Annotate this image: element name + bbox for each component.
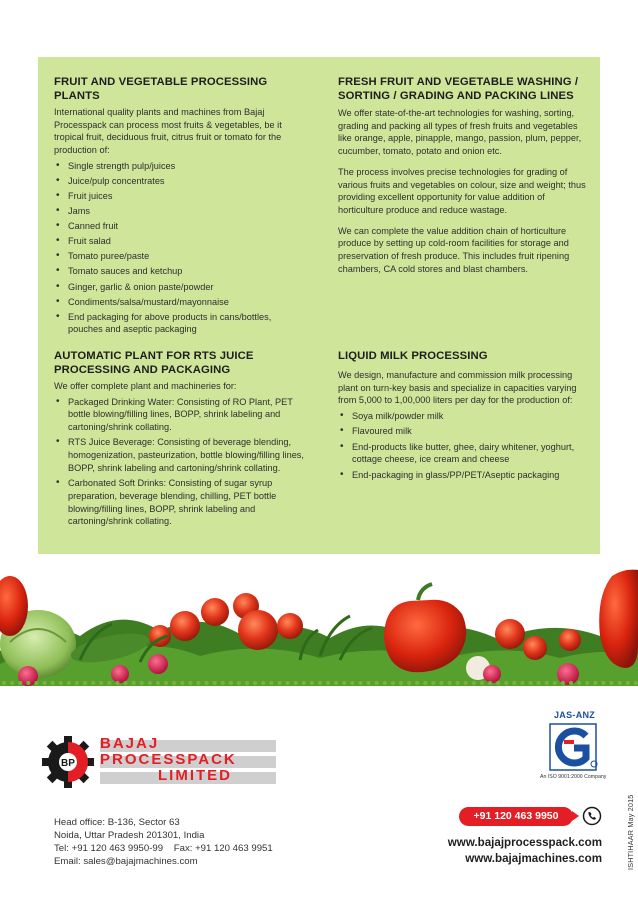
- certification-mark-icon: [536, 722, 610, 774]
- list-item: • Packaged Drinking Water: Consisting of RO Plant, PET bottle blowing/filling lines, BOPP, shrink labeling and cartoning/shrink collating.: [54, 396, 306, 434]
- list-item: • Soya milk/powder milk: [338, 410, 588, 423]
- address-line: Head office: B-136, Sector 63: [54, 817, 180, 828]
- paragraph: We offer state-of-the-art technologies for washing, sorting, grading and packing all types of fresh fruits and vegetables like orange, apple, pinapple, mango, passion, plum, pepper, cucumber, tomato, potato and onion etc.: [338, 108, 582, 157]
- section-washing-sorting: [338, 75, 588, 283]
- section-intro: We offer complete plant and machineries for:: [54, 381, 237, 391]
- list-item: • End packaging for above products in cans/bottles, pouches and aseptic packaging: [54, 311, 306, 336]
- paragraph: We can complete the value addition chain of horticulture produce by setting up cold-room facilities for storage and preservation of fresh produce. This includes fruit ripening chambers, CA cold stores and blast chambers.: [338, 225, 570, 274]
- list-item: • Jams: [54, 205, 306, 218]
- section-title: [338, 75, 588, 103]
- dots-graphic: [0, 679, 638, 687]
- list-item: • Tomato puree/paste: [54, 250, 306, 263]
- website-link-bajajmachines[interactable]: www.bajajmachines.com: [465, 852, 602, 865]
- section-rts-juice: [54, 349, 306, 531]
- vegetables-illustration: [0, 556, 638, 686]
- dotted-divider: [0, 674, 638, 682]
- list-item: • Carbonated Soft Drinks: Consisting of sugar syrup preparation, beverage blending, chilling, PET bottle blowing/filling lines, BOPP, shrink labeling and cartoning/shrink collating.: [54, 477, 306, 528]
- phone-icon-graphic: [582, 806, 602, 826]
- publication-credit-text: ISHTIHAAR May 2015: [626, 794, 635, 870]
- section-title: LIQUID MILK PROCESSING: [338, 350, 488, 362]
- list-item: • Fruit salad: [54, 235, 306, 248]
- jas-anz-label: JAS-ANZ: [554, 710, 596, 720]
- logo-line1: BAJAJ: [100, 735, 160, 752]
- address-line: Tel: +91 120 463 9950-99 Fax: +91 120 463 9951: [54, 843, 273, 854]
- iso-caption: An ISO 9001:2000 Company: [540, 774, 607, 780]
- phone-badge-pointer: [572, 811, 579, 821]
- title-line: SORTING / GRADING AND PACKING LINES: [338, 90, 574, 102]
- content-panel: [38, 57, 600, 554]
- section-intro: International quality plants and machines from Bajaj Processpack can process most fruits & vegetables, be it tropical fruit, deciduous fruit, citrus fruit or tomato for the production of:: [54, 107, 282, 156]
- website-link-bajajprocesspack[interactable]: www.bajajprocesspack.com: [447, 836, 602, 849]
- section-liquid-milk: [338, 349, 588, 484]
- section-title: [54, 349, 306, 377]
- svg-text:BP: BP: [61, 758, 75, 769]
- logo-line3: LIMITED: [158, 767, 232, 784]
- list-item: • RTS Juice Beverage: Consisting of beverage blending, homogenization, pasteurization, bottle blowing/filling lines, BOPP, shrink labeling and cartoning/shrink collating.: [54, 436, 306, 474]
- logo-line2: PROCESSPACK: [100, 751, 237, 768]
- paragraph: The process involves precise technologies for grading of various fruits and vegetables on colour, size and weight; thus providing excellent opportunity for value addition of horticulture produce and reduce wastage.: [338, 166, 586, 215]
- address-line: Noida, Uttar Pradesh 201301, India: [54, 830, 205, 841]
- section-intro: We design, manufacture and commission milk processing plant on turn-key basis and specialize in capacities varying from 5,000 to 1,00,000 liters per day for the production of:: [338, 370, 577, 406]
- title-line: FRESH FRUIT AND VEGETABLE WASHING /: [338, 76, 579, 88]
- title-line: AUTOMATIC PLANT FOR RTS JUICE: [54, 350, 254, 362]
- list-item: • End-products like butter, ghee, dairy whitener, yoghurt, cottage cheese, ice cream and cheese: [338, 441, 588, 466]
- list-item: • Canned fruit: [54, 220, 306, 233]
- jas-anz-certification: [536, 710, 610, 782]
- section-fruit-veg-processing: [54, 75, 306, 339]
- milk-product-list: [338, 410, 588, 481]
- list-item: • Fruit juices: [54, 190, 306, 203]
- company-logo: [38, 732, 278, 792]
- list-item: • Single strength pulp/juices: [54, 160, 306, 173]
- list-item: • Flavoured milk: [338, 425, 588, 438]
- product-list: [54, 160, 306, 336]
- list-item: • Condiments/salsa/mustard/mayonnaise: [54, 296, 306, 309]
- head-office-address: [54, 816, 314, 868]
- publication-credit: [612, 770, 635, 870]
- phone-number-badge[interactable]: +91 120 463 9950: [459, 807, 573, 826]
- title-line: PROCESSING AND PACKAGING: [54, 364, 231, 376]
- list-item: • Juice/pulp concentrates: [54, 175, 306, 188]
- list-item: • Ginger, garlic & onion paste/powder: [54, 281, 306, 294]
- vegetables-banner-image: [0, 556, 638, 686]
- section-title: FRUIT AND VEGETABLE PROCESSING PLANTS: [54, 76, 268, 102]
- phone-icon: [582, 806, 602, 826]
- list-item: • Tomato sauces and ketchup: [54, 265, 306, 278]
- plant-list: [54, 396, 306, 528]
- list-item: • End-packaging in glass/PP/PET/Aseptic packaging: [338, 469, 588, 482]
- email-line: Email: sales@bajajmachines.com: [54, 856, 198, 867]
